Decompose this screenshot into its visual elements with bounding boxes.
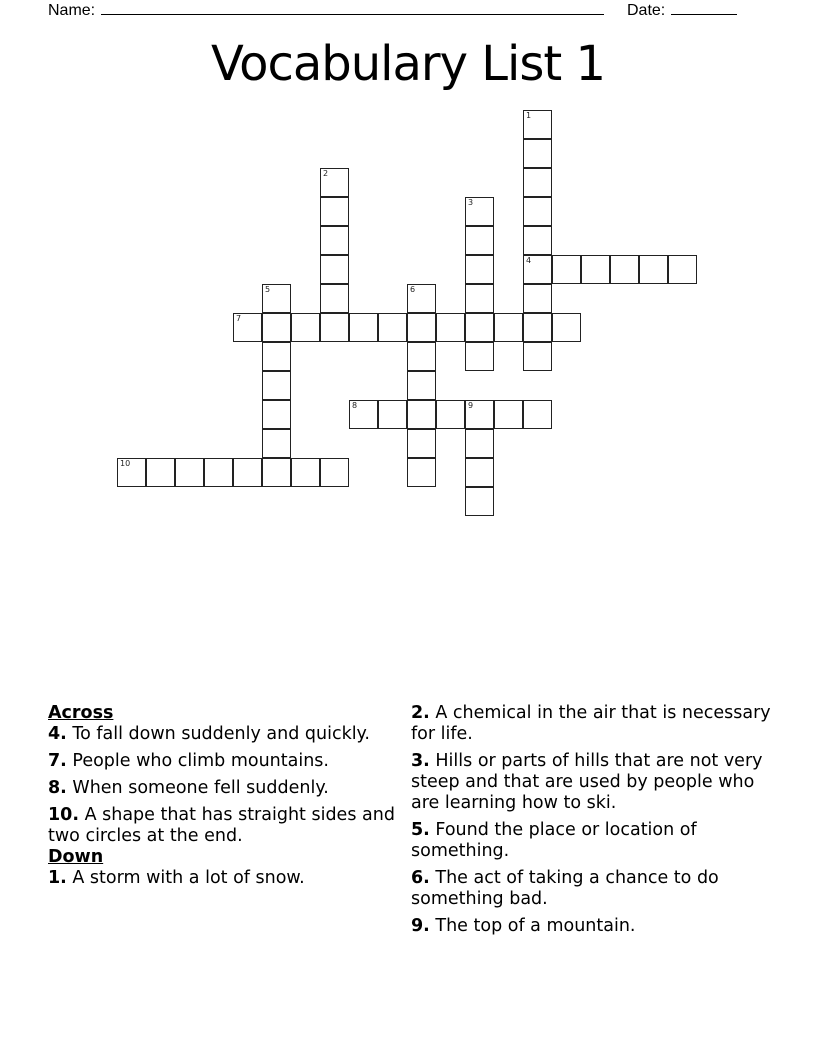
crossword-cell[interactable] [233, 313, 262, 342]
clue-number: 8. [48, 778, 67, 798]
clue-text: People who climb mountains. [66, 751, 329, 771]
crossword-cell[interactable] [523, 139, 552, 168]
crossword-cell[interactable] [494, 313, 523, 342]
crossword-cell[interactable] [523, 110, 552, 139]
clue-across-7 [48, 751, 398, 772]
clue-number: 7. [48, 751, 67, 771]
crossword-cell[interactable] [262, 429, 291, 458]
crossword-cell[interactable] [233, 458, 262, 487]
crossword-cell[interactable] [465, 284, 494, 313]
crossword-cell[interactable] [117, 458, 146, 487]
crossword-cell[interactable] [436, 400, 465, 429]
clue-number: 6. [411, 868, 430, 888]
crossword-cell[interactable] [465, 226, 494, 255]
clue-text: A storm with a lot of snow. [66, 868, 305, 888]
clue-text: Hills or parts of hills that are not very steep and that are used by people who are learning how to ski. [411, 751, 763, 813]
cell-number: 7 [236, 314, 242, 323]
crossword-cell[interactable] [262, 400, 291, 429]
crossword-cell[interactable] [465, 487, 494, 516]
crossword-cell[interactable] [407, 371, 436, 400]
crossword-cell[interactable] [610, 255, 639, 284]
crossword-cell[interactable] [407, 458, 436, 487]
clue-across-10 [48, 805, 398, 847]
crossword-cell[interactable] [320, 168, 349, 197]
crossword-cell[interactable] [581, 255, 610, 284]
crossword-cell[interactable] [465, 313, 494, 342]
clue-down-3 [411, 751, 771, 814]
crossword-cell[interactable] [465, 429, 494, 458]
date-label: Date: [627, 2, 666, 19]
crossword-cell[interactable] [175, 458, 204, 487]
crossword-cell[interactable] [204, 458, 233, 487]
crossword-cell[interactable] [262, 371, 291, 400]
crossword-cell[interactable] [349, 313, 378, 342]
crossword-cell[interactable] [668, 255, 697, 284]
crossword-cell[interactable] [436, 313, 465, 342]
crossword-cell[interactable] [552, 255, 581, 284]
crossword-cell[interactable] [146, 458, 175, 487]
crossword-cell[interactable] [407, 342, 436, 371]
clue-down-5 [411, 820, 771, 862]
clue-down-1 [48, 868, 398, 889]
crossword-cell[interactable] [262, 458, 291, 487]
crossword-cell[interactable] [465, 458, 494, 487]
down-heading: Down [48, 847, 104, 867]
clue-text: A chemical in the air that is necessary for life. [411, 703, 771, 744]
clue-text: The top of a mountain. [429, 916, 636, 936]
clues-left-column [48, 703, 398, 895]
crossword-cell[interactable] [552, 313, 581, 342]
crossword-cell[interactable] [378, 400, 407, 429]
crossword-cell[interactable] [262, 284, 291, 313]
crossword-cell[interactable] [407, 429, 436, 458]
cell-number: 10 [120, 459, 131, 468]
name-label: Name: [48, 2, 96, 19]
crossword-cell[interactable] [465, 400, 494, 429]
clue-down-2 [411, 703, 771, 745]
clue-number: 9. [411, 916, 430, 936]
crossword-cell[interactable] [465, 255, 494, 284]
crossword-cell[interactable] [349, 400, 378, 429]
clue-number: 10. [48, 805, 80, 825]
cell-number: 6 [410, 285, 416, 294]
crossword-cell[interactable] [523, 226, 552, 255]
crossword-cell[interactable] [523, 342, 552, 371]
clues-right-column [411, 703, 771, 943]
clue-text: The act of taking a chance to do something bad. [411, 868, 719, 909]
clue-down-9 [411, 916, 771, 937]
crossword-cell[interactable] [320, 226, 349, 255]
clue-number: 4. [48, 724, 67, 744]
crossword-cell[interactable] [320, 313, 349, 342]
crossword-cell[interactable] [523, 284, 552, 313]
clue-number: 5. [411, 820, 430, 840]
crossword-cell[interactable] [378, 313, 407, 342]
cell-number: 9 [468, 401, 474, 410]
across-heading: Across [48, 703, 114, 723]
crossword-cell[interactable] [320, 197, 349, 226]
crossword-cell[interactable] [262, 342, 291, 371]
cell-number: 5 [265, 285, 271, 294]
crossword-cell[interactable] [523, 313, 552, 342]
cell-number: 3 [468, 198, 474, 207]
crossword-cell[interactable] [291, 458, 320, 487]
clue-across-4 [48, 724, 398, 745]
crossword-cell[interactable] [407, 284, 436, 313]
clue-text: A shape that has straight sides and two circles at the end. [48, 805, 395, 846]
crossword-cell[interactable] [494, 400, 523, 429]
clue-number: 1. [48, 868, 67, 888]
clue-text: To fall down suddenly and quickly. [66, 724, 370, 744]
page-title: Vocabulary List 1 [210, 36, 606, 92]
crossword-cell[interactable] [320, 458, 349, 487]
clue-down-6 [411, 868, 771, 910]
crossword-cell[interactable] [523, 255, 552, 284]
crossword-cell[interactable] [407, 400, 436, 429]
clue-text: Found the place or location of something. [411, 820, 697, 861]
clue-number: 3. [411, 751, 430, 771]
cell-number: 2 [323, 169, 329, 178]
clue-text: When someone fell suddenly. [66, 778, 329, 798]
crossword-cell[interactable] [639, 255, 668, 284]
crossword-cell[interactable] [523, 197, 552, 226]
cell-number: 1 [526, 111, 532, 120]
crossword-cell[interactable] [291, 313, 320, 342]
crossword-cell[interactable] [523, 400, 552, 429]
crossword-cell[interactable] [523, 168, 552, 197]
clue-number: 2. [411, 703, 430, 723]
crossword-cell[interactable] [320, 284, 349, 313]
crossword-cell[interactable] [465, 342, 494, 371]
crossword-cell[interactable] [407, 313, 436, 342]
cell-number: 4 [526, 256, 532, 265]
crossword-cell[interactable] [262, 313, 291, 342]
clue-across-8 [48, 778, 398, 799]
cell-number: 8 [352, 401, 358, 410]
crossword-cell[interactable] [465, 197, 494, 226]
crossword-cell[interactable] [320, 255, 349, 284]
